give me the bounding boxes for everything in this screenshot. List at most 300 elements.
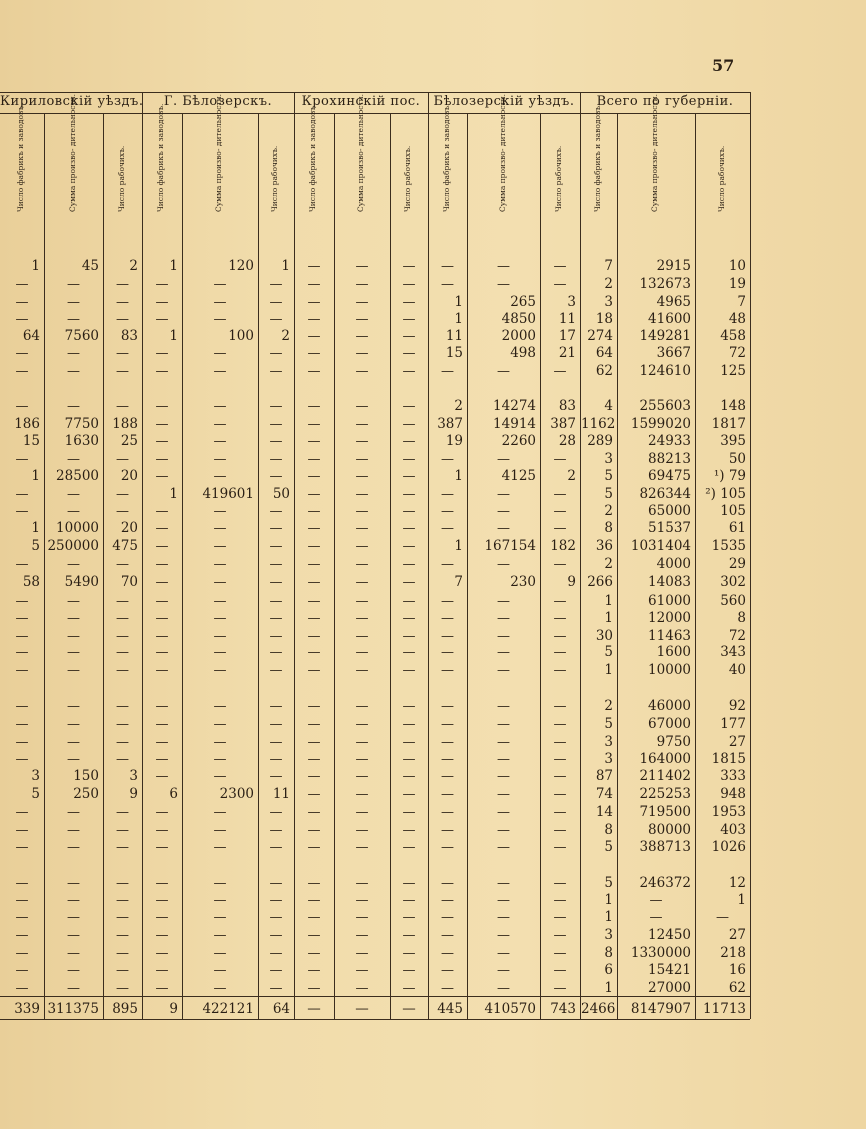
table-cell: 125 xyxy=(720,363,746,379)
table-cell-empty: — xyxy=(116,928,129,943)
table-cell-empty: — xyxy=(67,399,80,414)
table-cell: 719500 xyxy=(639,804,691,820)
table-cell-empty: — xyxy=(497,981,510,996)
table-cell-empty: — xyxy=(497,823,510,838)
table-cell-empty: — xyxy=(441,893,454,908)
table-cell: 419601 xyxy=(202,486,254,502)
table-cell-empty: — xyxy=(269,504,283,519)
table-cell-empty: — xyxy=(553,910,567,925)
table-cell-empty: — xyxy=(402,504,416,519)
table-cell-empty: — xyxy=(402,594,416,609)
table-cell-empty: — xyxy=(402,469,416,484)
table-cell: 19 xyxy=(445,433,463,449)
table-cell-empty: — xyxy=(441,611,454,626)
table-cell-empty: — xyxy=(155,399,169,414)
table-cell-empty: — xyxy=(213,521,227,536)
table-cell: 20 xyxy=(120,468,138,484)
table-cell-empty: — xyxy=(355,893,369,908)
table-cell-empty: — xyxy=(441,629,454,644)
table-cell: 27 xyxy=(728,927,746,943)
table-cell-empty: — xyxy=(441,277,454,292)
table-cell: 105 xyxy=(720,503,746,519)
table-cell-empty: — xyxy=(67,735,80,750)
table-cell-empty: — xyxy=(441,823,454,838)
table-cell-empty: — xyxy=(269,876,283,891)
table-cell-empty: — xyxy=(116,645,129,660)
table-cell: 1600 xyxy=(656,644,691,660)
table-cell-empty: — xyxy=(553,611,567,626)
table-cell-empty: — xyxy=(355,717,369,732)
table-cell: 62 xyxy=(595,363,613,379)
table-cell-empty: — xyxy=(553,504,567,519)
table-cell-empty: — xyxy=(307,487,321,502)
table-cell-empty: — xyxy=(402,769,416,784)
table-cell-empty: — xyxy=(402,981,416,996)
total-cell: 410570 xyxy=(484,1001,536,1017)
table-cell-empty: — xyxy=(155,504,169,519)
table-cell-empty: — xyxy=(213,452,227,467)
table-cell: 250 xyxy=(73,786,99,802)
table-cell: 230 xyxy=(510,574,536,590)
table-cell: 5 xyxy=(604,486,613,502)
table-cell: 2 xyxy=(604,503,613,519)
table-cell: 83 xyxy=(120,328,138,344)
table-cell-empty: — xyxy=(553,699,567,714)
table-cell-empty: — xyxy=(355,594,369,609)
table-cell: 70 xyxy=(120,574,138,590)
table-cell: 826344 xyxy=(639,486,691,502)
table-cell-empty: — xyxy=(15,946,29,961)
table-cell-empty: — xyxy=(155,417,169,432)
table-cell: 48 xyxy=(728,311,746,327)
table-cell-empty: — xyxy=(307,717,321,732)
table-cell-empty: — xyxy=(355,946,369,961)
table-cell-empty: — xyxy=(307,823,321,838)
table-cell-empty: — xyxy=(402,928,416,943)
table-cell: 1815 xyxy=(711,751,746,767)
table-cell-empty: — xyxy=(15,295,29,310)
table-cell: 80000 xyxy=(648,822,691,838)
column-header-label: Сумма произво- дительности. xyxy=(356,93,365,212)
table-cell-empty: — xyxy=(497,663,510,678)
total-cell: 2466 xyxy=(581,1001,616,1017)
table-cell: 1953 xyxy=(711,804,746,820)
table-cell: 150 xyxy=(73,768,99,784)
table-cell-empty: — xyxy=(213,752,227,767)
table-cell-empty: — xyxy=(402,787,416,802)
table-cell-empty: — xyxy=(269,963,283,978)
table-cell: 211402 xyxy=(639,768,691,784)
table-cell: 61000 xyxy=(648,593,691,609)
table-cell-empty: — xyxy=(441,699,454,714)
table-cell-empty: — xyxy=(116,805,129,820)
table-cell-empty: — xyxy=(67,963,80,978)
table-cell-empty: — xyxy=(116,893,129,908)
table-cell: 10000 xyxy=(648,662,691,678)
table-cell-empty: — xyxy=(441,663,454,678)
table-cell-empty: — xyxy=(155,364,169,379)
table-cell-empty: — xyxy=(402,735,416,750)
table-cell: 16 xyxy=(728,962,746,978)
table-cell-empty: — xyxy=(553,946,567,961)
table-cell-empty: — xyxy=(15,557,29,572)
table-cell-empty: — xyxy=(213,840,227,855)
table-cell-empty: — xyxy=(355,823,369,838)
table-cell-empty: — xyxy=(269,469,283,484)
table-cell: 182 xyxy=(550,538,576,554)
table-cell-empty: — xyxy=(307,663,321,678)
table-cell: 1599020 xyxy=(630,416,691,432)
table-cell: 21 xyxy=(558,345,576,361)
table-cell-empty: — xyxy=(441,981,454,996)
table-cell: 1 xyxy=(737,892,746,908)
table-cell-empty: — xyxy=(269,699,283,714)
table-cell: 289 xyxy=(587,433,613,449)
table-cell-empty: — xyxy=(67,557,80,572)
table-cell: 11 xyxy=(445,328,463,344)
table-cell: 28 xyxy=(558,433,576,449)
table-cell-empty: — xyxy=(269,735,283,750)
table-cell-empty: — xyxy=(441,364,454,379)
table-cell: 167154 xyxy=(484,538,536,554)
table-cell: 1 xyxy=(31,520,40,536)
table-cell-empty: — xyxy=(116,823,129,838)
table-cell: 11 xyxy=(558,311,576,327)
table-cell-empty: — xyxy=(441,946,454,961)
column-separator xyxy=(467,113,468,1019)
table-cell: 164000 xyxy=(639,751,691,767)
total-cell: 422121 xyxy=(202,1001,254,1017)
table-cell-empty: — xyxy=(497,594,510,609)
total-cell: — xyxy=(307,1001,321,1017)
table-cell: 6 xyxy=(604,962,613,978)
column-separator xyxy=(540,113,541,1019)
table-cell-empty: — xyxy=(355,295,369,310)
table-cell-empty: — xyxy=(402,575,416,590)
table-cell-empty: — xyxy=(441,259,454,274)
table-cell: 132673 xyxy=(639,276,691,292)
table-cell-empty: — xyxy=(553,769,567,784)
table-cell-empty: — xyxy=(553,752,567,767)
table-cell: 14083 xyxy=(648,574,691,590)
table-cell-empty: — xyxy=(307,876,321,891)
table-cell: 50 xyxy=(272,486,290,502)
table-cell: 45 xyxy=(81,258,99,274)
table-cell-empty: — xyxy=(155,346,169,361)
table-cell-empty: — xyxy=(67,946,80,961)
table-cell-empty: — xyxy=(307,752,321,767)
table-cell-empty: — xyxy=(269,840,283,855)
page-number: 57 xyxy=(712,56,735,75)
column-separator xyxy=(258,113,259,1019)
table-cell-empty: — xyxy=(402,539,416,554)
total-cell: — xyxy=(402,1001,416,1017)
table-cell: 120 xyxy=(228,258,254,274)
table-cell: 2 xyxy=(281,328,290,344)
table-cell-empty: — xyxy=(116,752,129,767)
group-title: Всего по губерніи. xyxy=(596,94,734,109)
table-cell-empty: — xyxy=(67,504,80,519)
column-header-label: Сумма произво- дительности. xyxy=(214,93,223,212)
table-cell: 72 xyxy=(728,345,746,361)
table-cell-empty: — xyxy=(441,717,454,732)
column-header-label: Сумма произво- дительности. xyxy=(650,93,659,212)
table-cell: 29 xyxy=(728,556,746,572)
table-cell-empty: — xyxy=(155,277,169,292)
table-cell-empty: — xyxy=(269,823,283,838)
table-cell-empty: — xyxy=(116,963,129,978)
table-cell-empty: — xyxy=(441,735,454,750)
table-cell-empty: — xyxy=(67,611,80,626)
table-cell-empty: — xyxy=(67,840,80,855)
table-cell-empty: — xyxy=(497,840,510,855)
table-cell: 7 xyxy=(604,258,613,274)
table-cell: 560 xyxy=(720,593,746,609)
table-cell-empty: — xyxy=(269,928,283,943)
table-cell: ²) 105 xyxy=(705,486,746,502)
table-cell-empty: — xyxy=(213,893,227,908)
column-separator xyxy=(44,113,45,1019)
table-cell-empty: — xyxy=(497,963,510,978)
table-cell: 1 xyxy=(169,258,178,274)
table-cell-empty: — xyxy=(307,329,321,344)
table-cell: 6 xyxy=(169,786,178,802)
table-cell-empty: — xyxy=(67,277,80,292)
table-cell: 50 xyxy=(728,451,746,467)
table-cell-empty: — xyxy=(553,452,567,467)
table-cell-empty: — xyxy=(116,277,129,292)
table-cell: 5 xyxy=(604,839,613,855)
table-cell: 1026 xyxy=(711,839,746,855)
table-cell: 3 xyxy=(31,768,40,784)
total-cell: 895 xyxy=(112,1001,138,1017)
table-cell-empty: — xyxy=(155,823,169,838)
table-cell-empty: — xyxy=(553,521,567,536)
table-cell-empty: — xyxy=(441,557,454,572)
table-cell: 1 xyxy=(604,662,613,678)
table-cell-empty: — xyxy=(355,312,369,327)
table-cell: 64 xyxy=(595,345,613,361)
table-cell-empty: — xyxy=(116,699,129,714)
table-cell-empty: — xyxy=(213,434,227,449)
table-cell-empty: — xyxy=(355,963,369,978)
table-cell-empty: — xyxy=(553,629,567,644)
table-cell-empty: — xyxy=(213,539,227,554)
table-cell: 186 xyxy=(14,416,40,432)
table-cell-empty: — xyxy=(497,277,510,292)
table-cell-empty: — xyxy=(213,717,227,732)
table-cell-empty: — xyxy=(497,752,510,767)
table-cell: 1 xyxy=(604,610,613,626)
table-cell-empty: — xyxy=(213,295,227,310)
table-cell-empty: — xyxy=(402,487,416,502)
table-cell-empty: — xyxy=(155,893,169,908)
table-cell: 74 xyxy=(595,786,613,802)
table-cell-empty: — xyxy=(307,611,321,626)
table-cell-empty: — xyxy=(15,699,29,714)
table-cell-empty: — xyxy=(402,312,416,327)
table-cell-empty: — xyxy=(553,487,567,502)
table-cell-empty: — xyxy=(307,504,321,519)
table-cell-empty: — xyxy=(213,594,227,609)
table-cell-empty: — xyxy=(355,629,369,644)
table-cell-empty: — xyxy=(15,981,29,996)
table-cell-empty: — xyxy=(497,629,510,644)
table-cell-empty: — xyxy=(269,346,283,361)
table-cell-empty: — xyxy=(553,663,567,678)
table-cell-empty: — xyxy=(355,346,369,361)
table-cell-empty: — xyxy=(553,364,567,379)
table-cell: 17 xyxy=(558,328,576,344)
table-cell-empty: — xyxy=(155,611,169,626)
table-cell: 69475 xyxy=(648,468,691,484)
table-cell: 3 xyxy=(604,734,613,750)
rule-horizontal xyxy=(0,113,750,114)
table-cell: 10 xyxy=(728,258,746,274)
table-cell-empty: — xyxy=(213,346,227,361)
table-cell-empty: — xyxy=(155,699,169,714)
table-cell-empty: — xyxy=(155,469,169,484)
table-cell-empty: — xyxy=(553,557,567,572)
table-cell-empty: — xyxy=(355,910,369,925)
group-separator xyxy=(142,92,143,1019)
table-cell-empty: — xyxy=(307,645,321,660)
table-cell-empty: — xyxy=(441,805,454,820)
table-cell-empty: — xyxy=(213,417,227,432)
table-cell: 218 xyxy=(720,945,746,961)
table-cell-empty: — xyxy=(355,539,369,554)
table-cell: 177 xyxy=(720,716,746,732)
table-cell-empty: — xyxy=(213,364,227,379)
table-cell-empty: — xyxy=(213,823,227,838)
table-cell-empty: — xyxy=(716,910,729,925)
table-cell: 12450 xyxy=(648,927,691,943)
table-cell-empty: — xyxy=(155,557,169,572)
table-cell: 27000 xyxy=(648,980,691,996)
table-cell: 246372 xyxy=(639,875,691,891)
table-cell-empty: — xyxy=(402,876,416,891)
table-cell-empty: — xyxy=(355,876,369,891)
table-cell-empty: — xyxy=(402,259,416,274)
total-cell: 339 xyxy=(14,1001,40,1017)
table-cell: 67000 xyxy=(648,716,691,732)
table-cell-empty: — xyxy=(355,645,369,660)
group-title: Бѣлозерскій уѣздъ. xyxy=(433,94,575,109)
table-cell-empty: — xyxy=(307,946,321,961)
table-cell-empty: — xyxy=(402,329,416,344)
table-cell-empty: — xyxy=(269,645,283,660)
table-cell: 1 xyxy=(169,486,178,502)
table-cell: 4125 xyxy=(501,468,536,484)
column-separator xyxy=(334,113,335,1019)
table-cell-empty: — xyxy=(213,469,227,484)
table-cell: ¹) 79 xyxy=(713,468,746,484)
table-cell-empty: — xyxy=(116,364,129,379)
table-cell-empty: — xyxy=(355,557,369,572)
column-separator xyxy=(390,113,391,1019)
table-cell-empty: — xyxy=(213,645,227,660)
table-cell-empty: — xyxy=(213,611,227,626)
table-cell-empty: — xyxy=(497,787,510,802)
table-cell-empty: — xyxy=(213,399,227,414)
table-cell-empty: — xyxy=(402,805,416,820)
table-cell-empty: — xyxy=(553,928,567,943)
table-cell: 9750 xyxy=(656,734,691,750)
table-cell: 18 xyxy=(595,311,613,327)
table-cell: 46000 xyxy=(648,698,691,714)
table-cell-empty: — xyxy=(307,434,321,449)
table-cell: 2260 xyxy=(501,433,536,449)
table-cell-empty: — xyxy=(402,893,416,908)
table-cell: 14274 xyxy=(493,398,536,414)
table-cell: 1535 xyxy=(711,538,746,554)
table-cell-empty: — xyxy=(269,663,283,678)
table-cell-empty: — xyxy=(155,663,169,678)
table-cell: 15421 xyxy=(648,962,691,978)
table-cell-empty: — xyxy=(355,487,369,502)
table-cell-empty: — xyxy=(497,452,510,467)
table-cell-empty: — xyxy=(269,434,283,449)
table-cell-empty: — xyxy=(553,805,567,820)
table-cell: 1 xyxy=(281,258,290,274)
table-cell: 40 xyxy=(728,662,746,678)
table-cell-empty: — xyxy=(553,840,567,855)
table-cell: 1330000 xyxy=(630,945,691,961)
table-cell-empty: — xyxy=(402,346,416,361)
table-cell: 87 xyxy=(595,768,613,784)
table-cell-empty: — xyxy=(497,717,510,732)
table-cell: 3 xyxy=(129,768,138,784)
table-cell-empty: — xyxy=(355,277,369,292)
table-cell-empty: — xyxy=(269,594,283,609)
table-cell: 83 xyxy=(558,398,576,414)
table-cell: 3 xyxy=(604,751,613,767)
table-cell-empty: — xyxy=(497,611,510,626)
table-cell-empty: — xyxy=(355,452,369,467)
table-cell-empty: — xyxy=(213,769,227,784)
table-cell-empty: — xyxy=(269,399,283,414)
table-cell-empty: — xyxy=(269,452,283,467)
table-cell-empty: — xyxy=(67,312,80,327)
table-cell-empty: — xyxy=(497,504,510,519)
column-header-label: Число рабочихъ. xyxy=(116,145,126,212)
table-cell: 388713 xyxy=(639,839,691,855)
table-cell-empty: — xyxy=(155,521,169,536)
table-cell-empty: — xyxy=(269,893,283,908)
table-cell-empty: — xyxy=(67,645,80,660)
table-cell: 5 xyxy=(31,538,40,554)
table-cell-empty: — xyxy=(441,840,454,855)
table-cell-empty: — xyxy=(116,487,129,502)
table-cell-empty: — xyxy=(67,823,80,838)
table-cell: 27 xyxy=(728,734,746,750)
table-cell-empty: — xyxy=(497,699,510,714)
table-cell: 62 xyxy=(728,980,746,996)
table-cell-empty: — xyxy=(355,981,369,996)
table-cell-empty: — xyxy=(15,910,29,925)
table-cell-empty: — xyxy=(67,910,80,925)
table-cell-empty: — xyxy=(213,663,227,678)
table-cell-empty: — xyxy=(402,946,416,961)
table-cell-empty: — xyxy=(155,946,169,961)
table-cell-empty: — xyxy=(441,645,454,660)
table-cell-empty: — xyxy=(213,699,227,714)
table-cell-empty: — xyxy=(116,452,129,467)
table-cell-empty: — xyxy=(269,611,283,626)
table-cell-empty: — xyxy=(116,735,129,750)
table-cell: 7 xyxy=(454,574,463,590)
table-cell-empty: — xyxy=(497,928,510,943)
